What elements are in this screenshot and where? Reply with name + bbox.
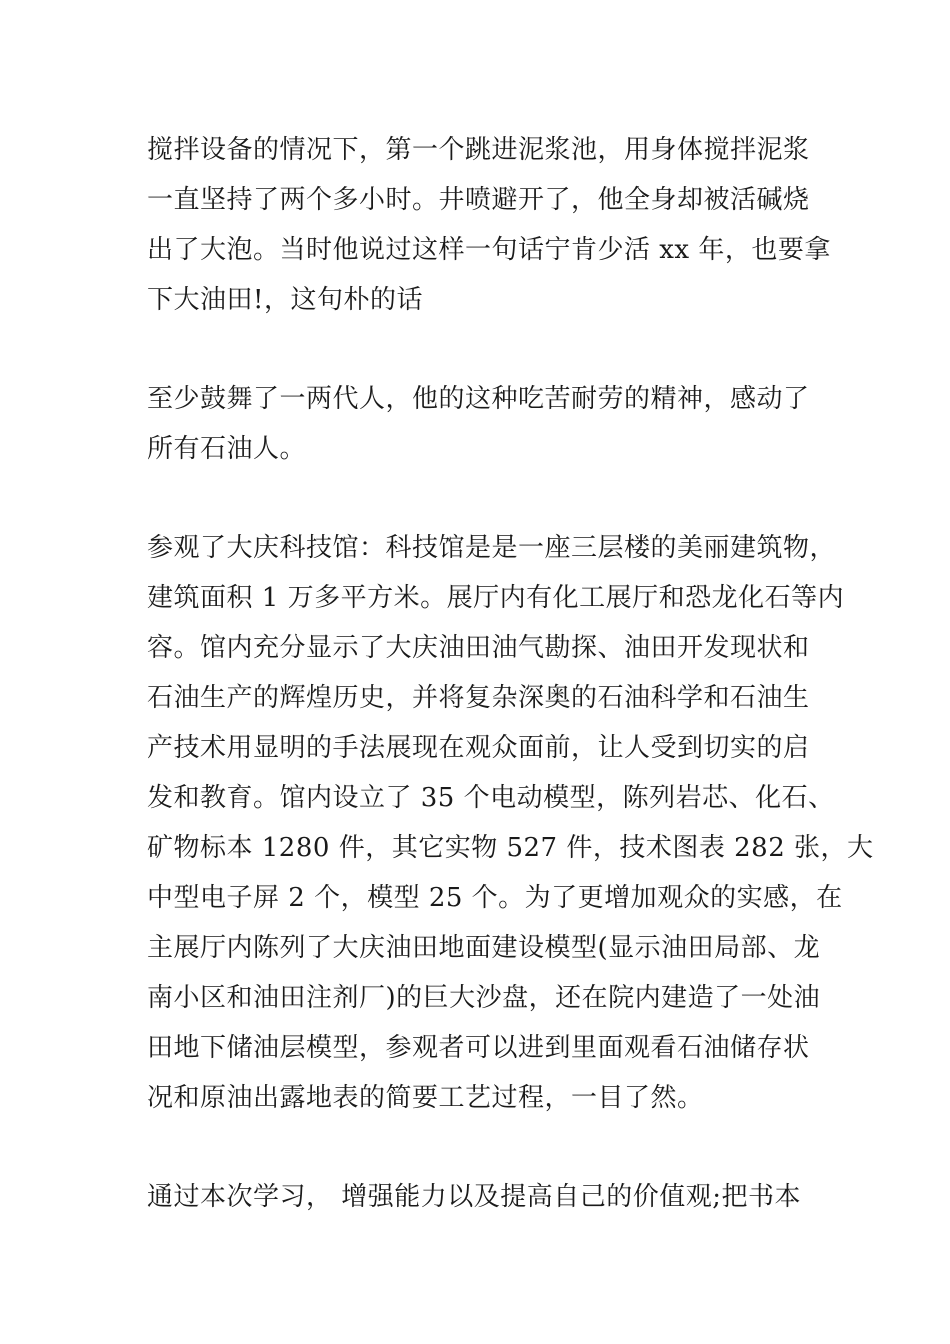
text-line: 出了大泡。当时他说过这样一句话宁肯少活 xx 年，也要拿 <box>147 235 831 265</box>
text-line: 下大油田!，这句朴的话 <box>147 285 423 315</box>
text-line: 容。馆内充分显示了大庆油田油气勘探、油田开发现状和 <box>147 633 810 663</box>
text-line: 搅拌设备的情况下，第一个跳进泥浆池，用身体搅拌泥浆 <box>147 135 810 165</box>
text-line: 所有石油人。 <box>147 434 307 464</box>
text-line: 中型电子屏 2 个，模型 25 个。为了更增加观众的实感，在 <box>147 883 843 913</box>
text-line: 产技术用显明的手法展现在观众面前，让人受到切实的启 <box>147 733 810 763</box>
text-line: 矿物标本 1280 件，其它实物 527 件，技术图表 282 张，大 <box>147 833 874 863</box>
text-line: 参观了大庆科技馆：科技馆是是一座三层楼的美丽建筑物， <box>147 533 837 563</box>
text-line: 通过本次学习， 增强能力以及提高自己的价值观;把书本 <box>147 1182 802 1212</box>
text-line: 南小区和油田注剂厂)的巨大沙盘，还在院内建造了一处油 <box>147 983 821 1013</box>
text-line: 建筑面积 1 万多平方米。展厅内有化工展厅和恐龙化石等内 <box>147 583 845 613</box>
text-line: 况和原油出露地表的简要工艺过程，一目了然。 <box>147 1083 704 1113</box>
text-line: 至少鼓舞了一两代人，他的这种吃苦耐劳的精神，感动了 <box>147 384 810 414</box>
text-line: 田地下储油层模型，参观者可以进到里面观看石油储存状 <box>147 1033 810 1063</box>
text-line: 石油生产的辉煌历史，并将复杂深奥的石油科学和石油生 <box>147 683 810 713</box>
text-line: 一直坚持了两个多小时。井喷避开了，他全身却被活碱烧 <box>147 185 810 215</box>
text-line: 主展厅内陈列了大庆油田地面建设模型(显示油田局部、龙 <box>147 933 821 963</box>
text-line: 发和教育。馆内设立了 35 个电动模型，陈列岩芯、化石、 <box>147 783 835 813</box>
